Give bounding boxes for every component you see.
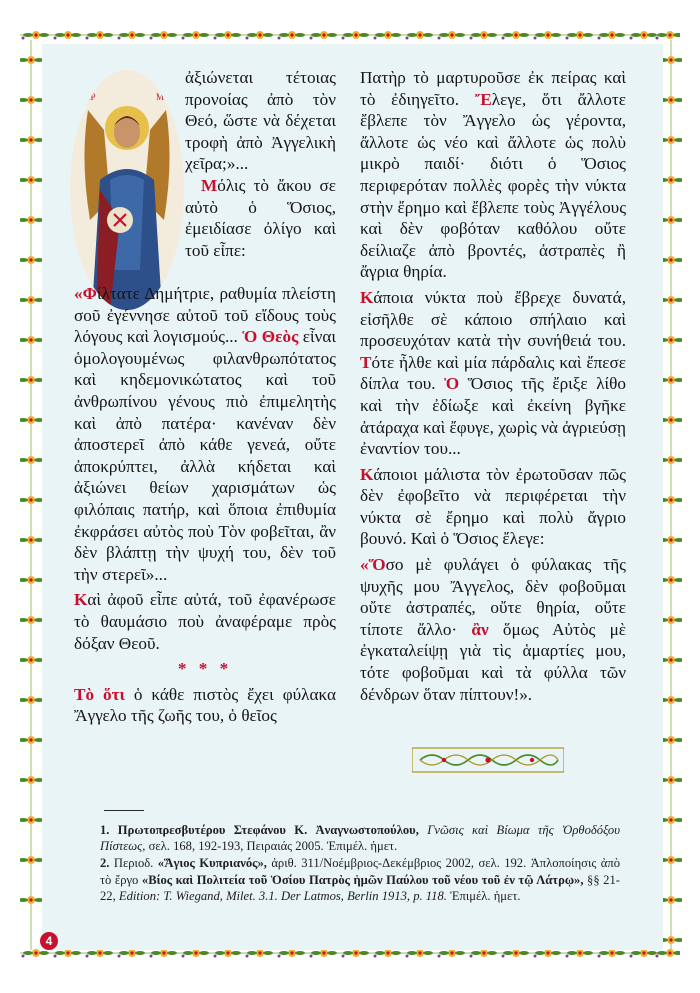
- paragraph-filtate-text-a: ίλτατε Δημήτριε, ραθυμία πλείστη σοῦ ἐγέννησε αὐτοῦ τοῦ εἴδους τοὺς λόγους καὶ λογισμούς...: [74, 284, 336, 347]
- paragraph-kapoioi: [360, 464, 626, 550]
- initial-e: Ἔ: [474, 89, 492, 109]
- footnote-1-num: 1.: [100, 823, 110, 837]
- footnote-1: [100, 822, 620, 854]
- floral-border-left: [20, 40, 42, 950]
- ornamental-divider: [412, 746, 564, 774]
- footnote-2-pre: Περιοδ.: [113, 856, 154, 871]
- initial-f: «Φ: [74, 284, 97, 303]
- paragraph-kapoia-text-b: ότε ἦλθε καὶ μία πάρδαλις καὶ ἔπεσε δίπλα του.: [360, 352, 626, 394]
- section-separator: * * *: [177, 659, 233, 679]
- icon-abbr-right: ΜΙ: [156, 92, 167, 102]
- highlight-o-theos: Ὁ Θεὸς: [242, 327, 299, 347]
- initial-k2: Κ: [360, 287, 374, 307]
- icon-abbr-left: ΑΡ: [84, 92, 96, 102]
- paragraph-pater: [360, 67, 626, 283]
- initial-oso: «Ὅ: [360, 555, 386, 575]
- left-column: [74, 67, 336, 727]
- footnote-2-mid2: §§ 21-22,: [100, 872, 620, 903]
- right-column: [360, 67, 626, 705]
- initial-to-oti: Τὸ ὅτι: [74, 684, 125, 704]
- footnote-2: [100, 855, 620, 904]
- intro-wrap: [74, 67, 336, 283]
- paragraph-kai: [74, 589, 336, 654]
- footnote-2-num: 2.: [100, 856, 110, 871]
- paragraph-to-oti-text: ὁ κάθε πιστὸς ἔχει φύλακα Ἄγγελο τῆς ζωῆς του, ὁ θεῖος: [74, 684, 337, 726]
- paragraph-oso-text-b: ὅμως Αὐτὸς μὲ ἐγκαταλείψῃ γιὰ τὶς ἁμαρτίες μου, τότε φοβοῦμαι καὶ τὰ φύλλα τῶν δένδρων ὅταν πίπτουν!».: [360, 619, 627, 704]
- paragraph-oso: [360, 554, 626, 705]
- footnote-1-title: Γνῶσις καὶ Βίωμα τῆς Ὀρθοδόξου Πίστεως,: [100, 823, 620, 854]
- paragraph-to-oti: [74, 684, 336, 727]
- paragraph-oso-text-a: σο μὲ φυλάγει ὁ φύλακας τῆς ψυχῆς μου Ἄγγελος, δὲν φοβοῦμαι οὔτε ἀστραπές, οὔτε θηρία, οὔτε τίποτε ἄλλο·: [360, 555, 626, 639]
- footnote-2-journal: «Ἅγιος Κυπριανός»,: [157, 856, 267, 871]
- intro-paragraph: [185, 67, 336, 175]
- page-number: 4: [40, 932, 58, 950]
- floral-border-right: [660, 40, 682, 950]
- footnote-2-edition: Edition: T. Wiegand, Milet. 3.1. Der Latmos, Berlin 1913, p. 118.: [118, 888, 447, 903]
- paragraph-molis-text: όλις τὸ ἄκου σε αὐτὸ ὁ Ὅσιος, ἐμειδίασε ὀλίγο καὶ τοῦ εἶπε:: [185, 175, 336, 260]
- paragraph-pater-text-b: λεγε, ὅτι ἄλλοτε ἔβλεπε τὸν Ἄγγελο ὡς γέροντα, ἄλλοτε ὡς νέο καὶ ἄλλοτε ὡς πολὺ μικρὸ παιδί· διότι ὁ Ὅσιος περιφερόταν πολλὲς φορὲς τὴν νύκτα στὴν ἔρημο καὶ ἔβλεπε τοὺς Ἀγγέλους καὶ δὲν φοβόταν καθόλου οὔτε δείλιαζε ἀπὸ βροντές, ἀστραπὲς ἢ ἄγρια θηρία.: [360, 89, 627, 282]
- initial-k3: Κ: [360, 464, 374, 484]
- footnote-2-work: «Βίος καὶ Πολιτεία τοῦ Ὁσίου Πατρὸς ἡμῶν Παύλου τοῦ νέου τοῦ ἐν τῷ Λάτρῳ»,: [141, 872, 584, 887]
- paragraph-filtate-text-b: εἶναι ὁμολογουμένως φιλανθρωπότατος καὶ κηδεμονικώτατος καὶ τοῦ ἀνθρωπίνου γένους πιὸ ἐπιμελητὴς καὶ ἀπὸ πατέρα· κανέναν δὲν ἀποστερεῖ ἀπὸ κάθε γενεά, οὔτε ἀποκρύπτει, ἀλλὰ κήδεται καὶ ἀξιώνει θείων χαρισμάτων ὡς φιλόπαις πατήρ, καὶ ὅποια ἐπιθυμία ἐκφράσει αὐτὸς ποὺ Τὸν φοβεῖται, ἂν δὲν βλάπτῃ τὴν ψυχή του, δὲν τοῦ τὴν στερεῖ»...: [74, 327, 337, 584]
- paragraph-kapoia-text-c: Ὅσιος τῆς ἔριξε λίθο καὶ τὴν ἐδίωξε καὶ ἐκείνη βγῆκε ἀτάραχα καὶ ἔφυγε, χωρὶς νὰ ἀγριεύσῃ ἐναντίον του...: [360, 374, 626, 459]
- highlight-an: ἂν: [471, 619, 489, 639]
- initial-o: Ὁ: [444, 374, 460, 394]
- paragraph-kapoioi-text: άποιοι μάλιστα τὸν ἐρωτοῦσαν πῶς δὲν ἐφοβεῖτο νὰ περιφέρεται τὴν νύκτα σὲ ἔρημο καὶ πολὺ ἄγριο βουνό. Καὶ ὁ Ὅσιος ἔλεγε:: [360, 464, 626, 549]
- paragraph-kai-text: αὶ ἀφοῦ εἶπε αὐτά, τοῦ ἐφανέρωσε τὸ θαυμάσιο ποὺ ἀναφέραμε πρὸς δόξαν Θεοῦ.: [74, 590, 336, 653]
- paragraph-molis: [185, 175, 336, 261]
- paragraph-kapoia-text-a: άποια νύκτα ποὺ ἔβρεχε δυνατά, εἰσῆλθε σὲ κάποιο σπήλαιο καὶ προσευχόταν κατὰ τὴν συνήθειά του.: [360, 287, 626, 351]
- paragraph-filtate: [74, 283, 336, 585]
- footnote-1-author: Πρωτοπρεσβυτέρου Στεφάνου Κ. Ἀναγνωστοπούλου,: [117, 823, 419, 837]
- footnote-2-mid: ἀριθ. 311/Νοέμβριος-Δεκέμβριος 2002, σελ. 192. Ἀπλοποίησις ἀπὸ τὸ ἔργο: [100, 856, 620, 887]
- initial-m: Μ: [201, 175, 218, 195]
- initial-t: Τ: [360, 352, 372, 372]
- initial-k: Κ: [74, 590, 88, 610]
- footnote-2-rest: Ἐπιμέλ. ἡμετ.: [450, 888, 521, 903]
- footnote-1-rest: σελ. 168, 192-193, Πειραιάς 2005. Ἐπιμέλ. ἡμετ.: [148, 839, 398, 854]
- footnotes: [100, 822, 620, 905]
- paragraph-kapoia: [360, 287, 626, 460]
- intro-text: ἀξιώνεται τέτοιας προνοίας ἀπὸ τὸν Θεό, ὥστε νὰ δέχεται τροφὴ ἀπὸ Ἀγγελικὴ χεῖρα;»...: [185, 68, 336, 174]
- footnote-rule: [104, 810, 144, 811]
- floral-border-top: [20, 24, 680, 46]
- paragraph-pater-text-a: Πατὴρ τὸ μαρτυροῦσε ἐκ πείρας καὶ τὸ ἐδιηγεῖτο.: [360, 68, 626, 109]
